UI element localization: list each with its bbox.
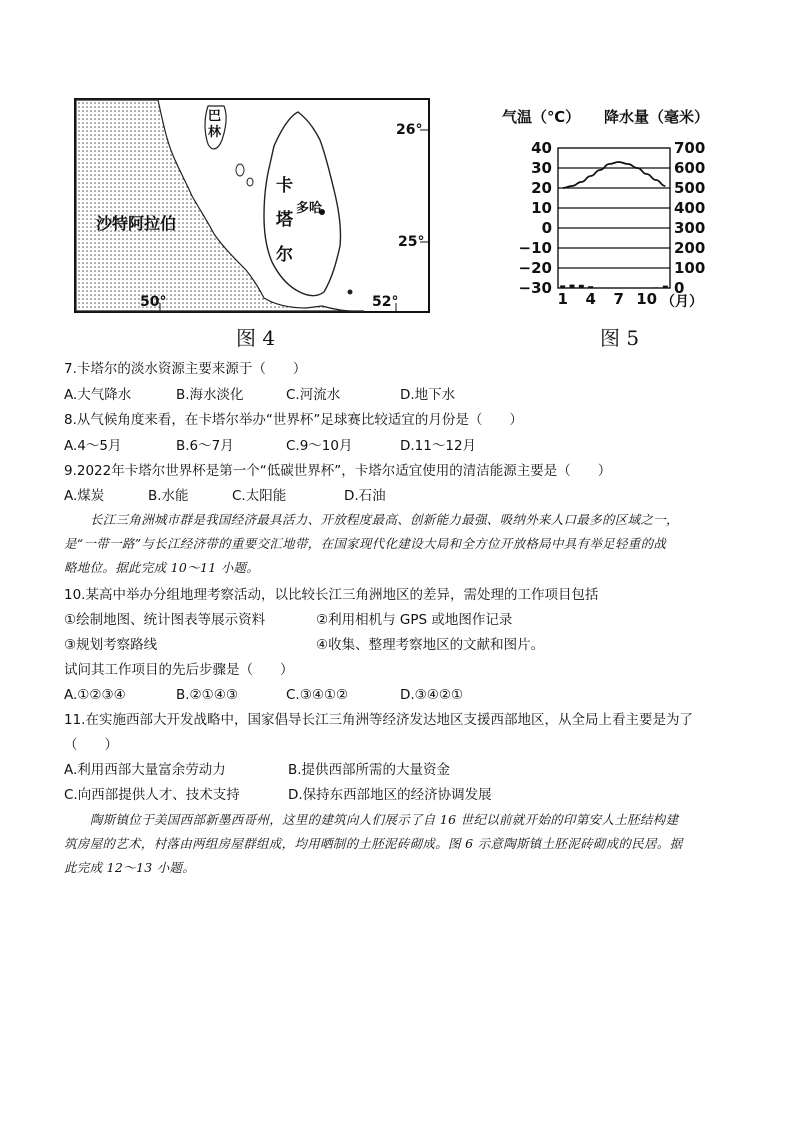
intro-paragraph-2: [64, 808, 734, 880]
temp-tick-label: −20: [518, 259, 552, 277]
lat-26-label: 26°: [396, 122, 423, 138]
precip-bar: [560, 285, 565, 288]
climate-chart: [496, 100, 736, 320]
q10-item-2: ②利用相机与 GPS 或地图作记录: [316, 612, 513, 628]
fig5-caption: 图 5: [600, 326, 640, 350]
temp-tick-label: −30: [518, 279, 552, 297]
precip-tick-label: 600: [674, 159, 706, 177]
fig4-caption: 图 4: [236, 326, 276, 350]
precip-bar: [570, 285, 575, 288]
precip-axis-title: 降水量（毫米）: [604, 108, 710, 126]
intro2-line-1: 陶斯镇位于美国西部新墨西哥州，这里的建筑向人们展示了自 16 世纪以前就开始的印第安人土胚结构建: [90, 812, 679, 827]
precip-tick-label: 400: [674, 199, 706, 217]
precip-tick-label: 200: [674, 239, 706, 257]
intro2-line-2: 筑房屋的艺术，村落由两组房屋群组成，均用晒制的土胚泥砖砌成。图 6 示意陶斯镇土胚泥砖砌成的民居。据: [64, 836, 683, 851]
q10-option-b: B.②①④③: [176, 687, 238, 703]
question-10: 10.某高中举办分组地理考察活动，以比较长江三角洲地区的差异，需处理的工作项目包括: [64, 587, 599, 603]
question-11: 11.在实施西部大开发战略中，国家倡导长江三角洲等经济发达地区支援西部地区，从全局上看主要是为了: [64, 712, 693, 728]
temp-tick-label: −10: [518, 239, 552, 257]
temp-tick-label: 0: [541, 219, 552, 237]
qatar-label-2: 塔: [276, 210, 293, 230]
temp-tick-label: 30: [531, 159, 552, 177]
month-tick-label: 10: [636, 290, 658, 308]
lon-52-label: 52°: [372, 294, 399, 310]
precip-tick-label: 500: [674, 179, 706, 197]
precip-tick-label: 0: [674, 279, 685, 297]
q9-option-a: A.煤炭: [64, 488, 105, 504]
q11-option-b: B.提供西部所需的大量资金: [288, 762, 451, 778]
q10-option-c: C.③④①②: [286, 687, 349, 703]
q10-option-a: A.①②③④: [64, 687, 126, 703]
question-7: 7.卡塔尔的淡水资源主要来源于（ ）: [64, 361, 307, 377]
precip-bar: [579, 285, 584, 288]
plot-frame: [558, 148, 670, 288]
bahrain-label-1: 巴: [208, 109, 222, 124]
q8-option-a: A.4～5月: [64, 438, 122, 454]
q11-option-a: A.利用西部大量富余劳动力: [64, 762, 226, 778]
intro2-line-3: 此完成 12～13 小题。: [64, 860, 196, 875]
q10-item-1: ①绘制地图、统计图表等展示资料: [64, 612, 266, 628]
q7-option-c: C.河流水: [286, 387, 341, 403]
q10-item-3: ③规划考察路线: [64, 637, 158, 653]
precip-tick-label: 700: [674, 139, 706, 157]
q10-option-d: D.③④②①: [400, 687, 464, 703]
q11-option-c: C.向西部提供人才、技术支持: [64, 787, 240, 803]
month-unit-label: （月）: [661, 294, 703, 310]
month-tick-label: 4: [585, 290, 596, 308]
precip-tick-label: 100: [674, 259, 706, 277]
precip-tick-label: 300: [674, 219, 706, 237]
temp-axis-title: 气温（℃）: [502, 108, 581, 126]
doha-label: 多哈: [296, 201, 323, 216]
q11-option-d: D.保持东西部地区的经济协调发展: [288, 787, 492, 803]
q8-option-c: C.9～10月: [286, 438, 353, 454]
q11-paren: （ ）: [64, 737, 118, 753]
temp-tick-label: 40: [531, 139, 552, 157]
q9-option-c: C.太阳能: [232, 488, 287, 504]
month-tick-label: 1: [557, 290, 568, 308]
precip-bar: [663, 286, 668, 288]
q10-ask: 试问其工作项目的先后步骤是（ ）: [64, 662, 294, 678]
bahrain-label-2: 林: [208, 125, 222, 140]
intro-paragraph-1: [64, 508, 734, 580]
temp-tick-label: 20: [531, 179, 552, 197]
intro1-line-1: 长江三角洲城市群是我国经济最具活力、开放程度最高、创新能力最强、吸纳外来人口最多的区域之一，: [90, 512, 679, 527]
q7-option-d: D.地下水: [400, 387, 456, 403]
q9-option-b: B.水能: [148, 488, 189, 504]
question-8: 8.从气候角度来看，在卡塔尔举办“世界杯”足球赛比较适宜的月份是（ ）: [64, 412, 523, 428]
qatar-label-3: 尔: [276, 245, 293, 265]
month-tick-label: 7: [613, 290, 624, 308]
intro1-line-2: 是“一带一路”与长江经济带的重要交汇地带，在国家现代化建设大局和全方位开放格局中具有举足轻重的战: [64, 536, 667, 551]
lon-50-label: 50°: [140, 294, 167, 310]
temp-tick-label: 10: [531, 199, 552, 217]
q7-option-b: B.海水淡化: [176, 387, 244, 403]
qatar-label-1: 卡: [276, 176, 293, 196]
saudi-label: 沙特阿拉伯: [96, 214, 177, 233]
temperature-line: [563, 162, 666, 188]
qatar-map: [74, 98, 430, 313]
precip-bar: [588, 286, 593, 288]
q7-option-a: A.大气降水: [64, 387, 132, 403]
intro1-line-3: 略地位。据此完成 10～11 小题。: [64, 560, 260, 575]
question-9: 9.2022年卡塔尔世界杯是第一个“低碳世界杯”，卡塔尔适宜使用的清洁能源主要是（ ）: [64, 463, 612, 479]
q8-option-d: D.11～12月: [400, 438, 477, 454]
small-island: [348, 290, 353, 295]
q9-option-d: D.石油: [344, 488, 386, 504]
lat-25-label: 25°: [398, 234, 425, 250]
q8-option-b: B.6～7月: [176, 438, 234, 454]
precip-bar: [654, 287, 659, 288]
q10-item-4: ④收集、整理考察地区的文献和图片。: [316, 637, 545, 653]
